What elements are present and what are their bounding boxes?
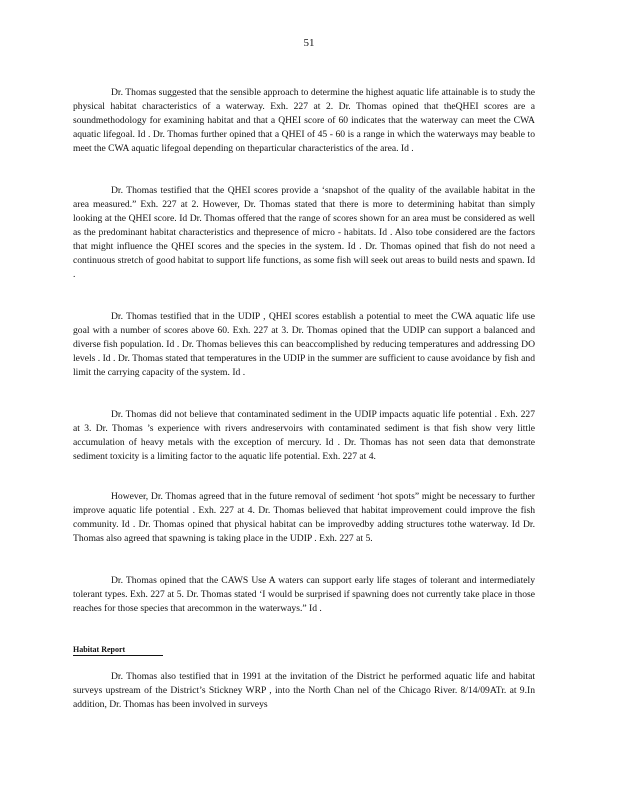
paragraph-1991-surveys: Dr. Thomas also testified that in 1991 at the invitation of the District he performed aquatic life and habitat surveys upstream of the District’s Stickney WRP , into the North Chan nel of the Chicago River. 8/14/09ATr. at 9.In addition, Dr. Thomas has been involved in surveys <box>73 671 535 710</box>
paragraph-qhei-snapshot: Dr. Thomas testified that the QHEI scores provide a ‘snapshot of the quality of the available habitat in the area measured.” Exh. 227 at 2. However, Dr. Thomas stated that there is more to determining habitat than simply looking at the QHEI score. Id Dr. Thomas offered that the range of scores shown for an area must be considered as well as the predominant habitat characteristics and thepresence of micro - habitats. Id . Also tobe considered are the factors that might influence the QHEI scores and the species in the system. Id . Dr. Thomas opined that fish do not need a continuous stretch of good habitat to support life functions, as some fish will seek out areas to build nests and spawn. Id . <box>73 185 535 280</box>
page-number: 51 <box>303 37 315 49</box>
paragraph-hot-spots: However, Dr. Thomas agreed that in the future removal of sediment ‘hot spots” might be necessary to further improve aquatic life potential . Exh. 227 at 4. Dr. Thomas believed that habitat improvement could improve the fish community. Id . Dr. Thomas opined that physical habitat can be improvedby adding structures tothe waterway. Id Dr. Thomas also agreed that spawning is taking place in the UDIP . Exh. 227 at 5. <box>73 491 535 544</box>
paragraph-udip-potential: Dr. Thomas testified that in the UDIP , QHEI scores establish a potential to meet the CWA aquatic life use goal with a number of scores above 60. Exh. 227 at 3. Dr. Thomas opined that the UDIP can support a balanced and diverse fish population. Id . Dr. Thomas believes this can beaccomplished by reducing temperatures and addressing DO levels . Id . Dr. Thomas stated that temperatures in the UDIP in the summer are sufficient to cause avoidance by fish and limit the carrying capacity of the system. Id . <box>73 311 535 378</box>
paragraph-caws-use-a: Dr. Thomas opined that the CAWS Use A waters can support early life stages of tolerant and intermediately tolerant types. Exh. 227 at 5. Dr. Thomas stated ‘I would be surprised if spawning does not currently take place in those reaches for those species that arecommon in the waterways.” Id . <box>73 575 535 614</box>
section-heading-text: Habitat Report <box>73 645 163 656</box>
paragraph-sediment: Dr. Thomas did not believe that contaminated sediment in the UDIP impacts aquatic life potential . Exh. 227 at 3. Dr. Thomas ’s experience with rivers andreservoirs with contaminated sediment is that fish show very little accumulation of heavy metals with the exception of mercury. Id . Dr. Thomas has not seen data that demonstrate sediment toxicity is a limiting factor to the aquatic life potential. Exh. 227 at 4. <box>73 409 535 462</box>
section-heading <box>73 645 163 656</box>
paragraph-qhei-approach: Dr. Thomas suggested that the sensible approach to determine the highest aquatic life attainable is to study the physical habitat characteristics of a waterway. Exh. 227 at 2. Dr. Thomas opined that theQHEI scores are a soundmethodology for examining habitat and that a QHEI score of 60 indicates that the waterway can meet the CWA aquatic lifegoal. Id . Dr. Thomas further opined that a QHEI of 45 - 60 is a range in which the waterways may beable to meet the CWA aquatic lifegoal depending on theparticular characteristics of the area. Id . <box>73 87 535 154</box>
